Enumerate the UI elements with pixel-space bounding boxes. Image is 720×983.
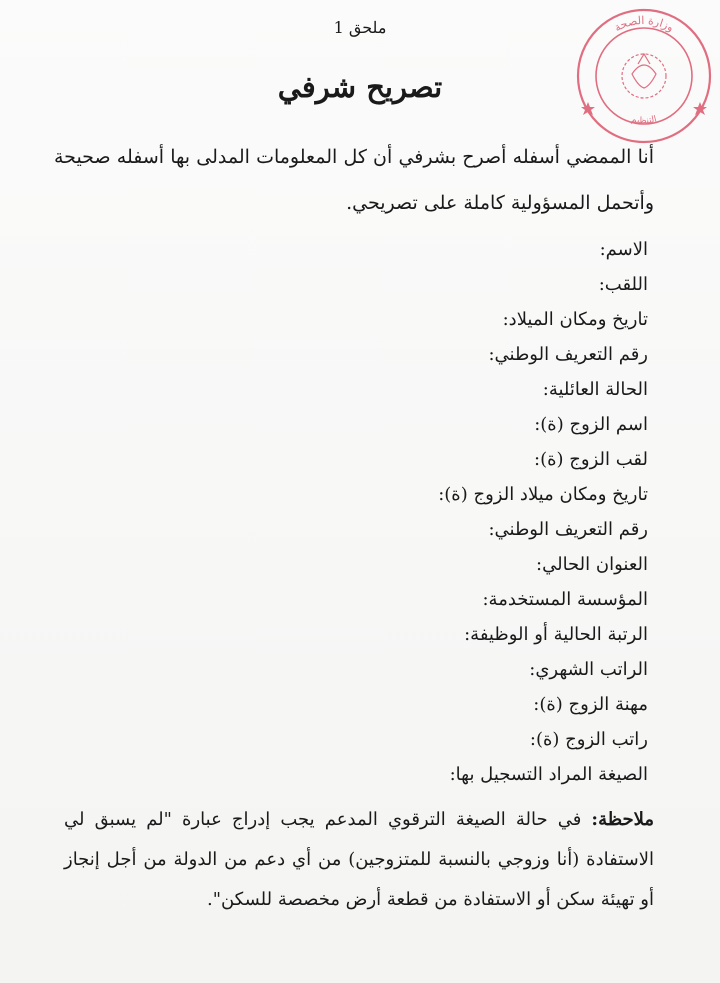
field-spouse-birth-date-place: تاريخ ومكان ميلاد الزوج (ة): [438,484,648,505]
field-marital-status: الحالة العائلية: [542,379,648,400]
field-spouse-first-name: اسم الزوج (ة): [534,414,648,435]
stamp-top-text: وزارة الصحة [612,13,677,35]
page-title: تصريح شرفي [277,70,443,104]
field-rank-or-job: الرتبة الحالية أو الوظيفة: [464,624,648,645]
field-national-id: رقم التعريف الوطني: [488,344,648,365]
field-monthly-salary: الراتب الشهري: [529,659,648,680]
field-first-name: الاسم: [599,239,648,260]
declaration-intro: أنا الممضي أسفله أصرح بشرفي أن كل المعلومات المدلى بها أسفله صحيحة وأتحمل المسؤولية كاملة على تصريحي. [54,146,654,214]
field-spouse-last-name: لقب الزوج (ة): [534,449,648,470]
field-spouse-national-id: رقم التعريف الوطني: [488,519,648,540]
note-paragraph [64,800,654,920]
field-birth-date-place: تاريخ ومكان الميلاد: [502,309,648,330]
note-label: ملاحظة: [591,809,654,830]
note-text: في حالة الصيغة الترقوي المدعم يجب إدراج عبارة "لم يسبق لي الاستفادة (أنا وزوجي بالنسبة للمتزوجين) من أي دعم من الدولة من أجل إنجاز أو تهيئة سكن أو الاستفادة من قطعة أرض مخصصة للسكن". [64,809,654,910]
form-fields-list [88,232,648,792]
field-current-address: العنوان الحالي: [536,554,648,575]
annex-label: ملحق 1 [333,18,387,37]
field-spouse-profession: مهنة الزوج (ة): [533,694,648,715]
official-stamp-icon [568,4,718,152]
field-last-name: اللقب: [598,274,648,295]
field-registration-formula: الصيغة المراد التسجيل بها: [449,764,648,785]
stamp-bottom-text: التنظيم [630,114,659,127]
field-spouse-salary: راتب الزوج (ة): [529,729,648,750]
field-employer: المؤسسة المستخدمة: [482,589,648,610]
